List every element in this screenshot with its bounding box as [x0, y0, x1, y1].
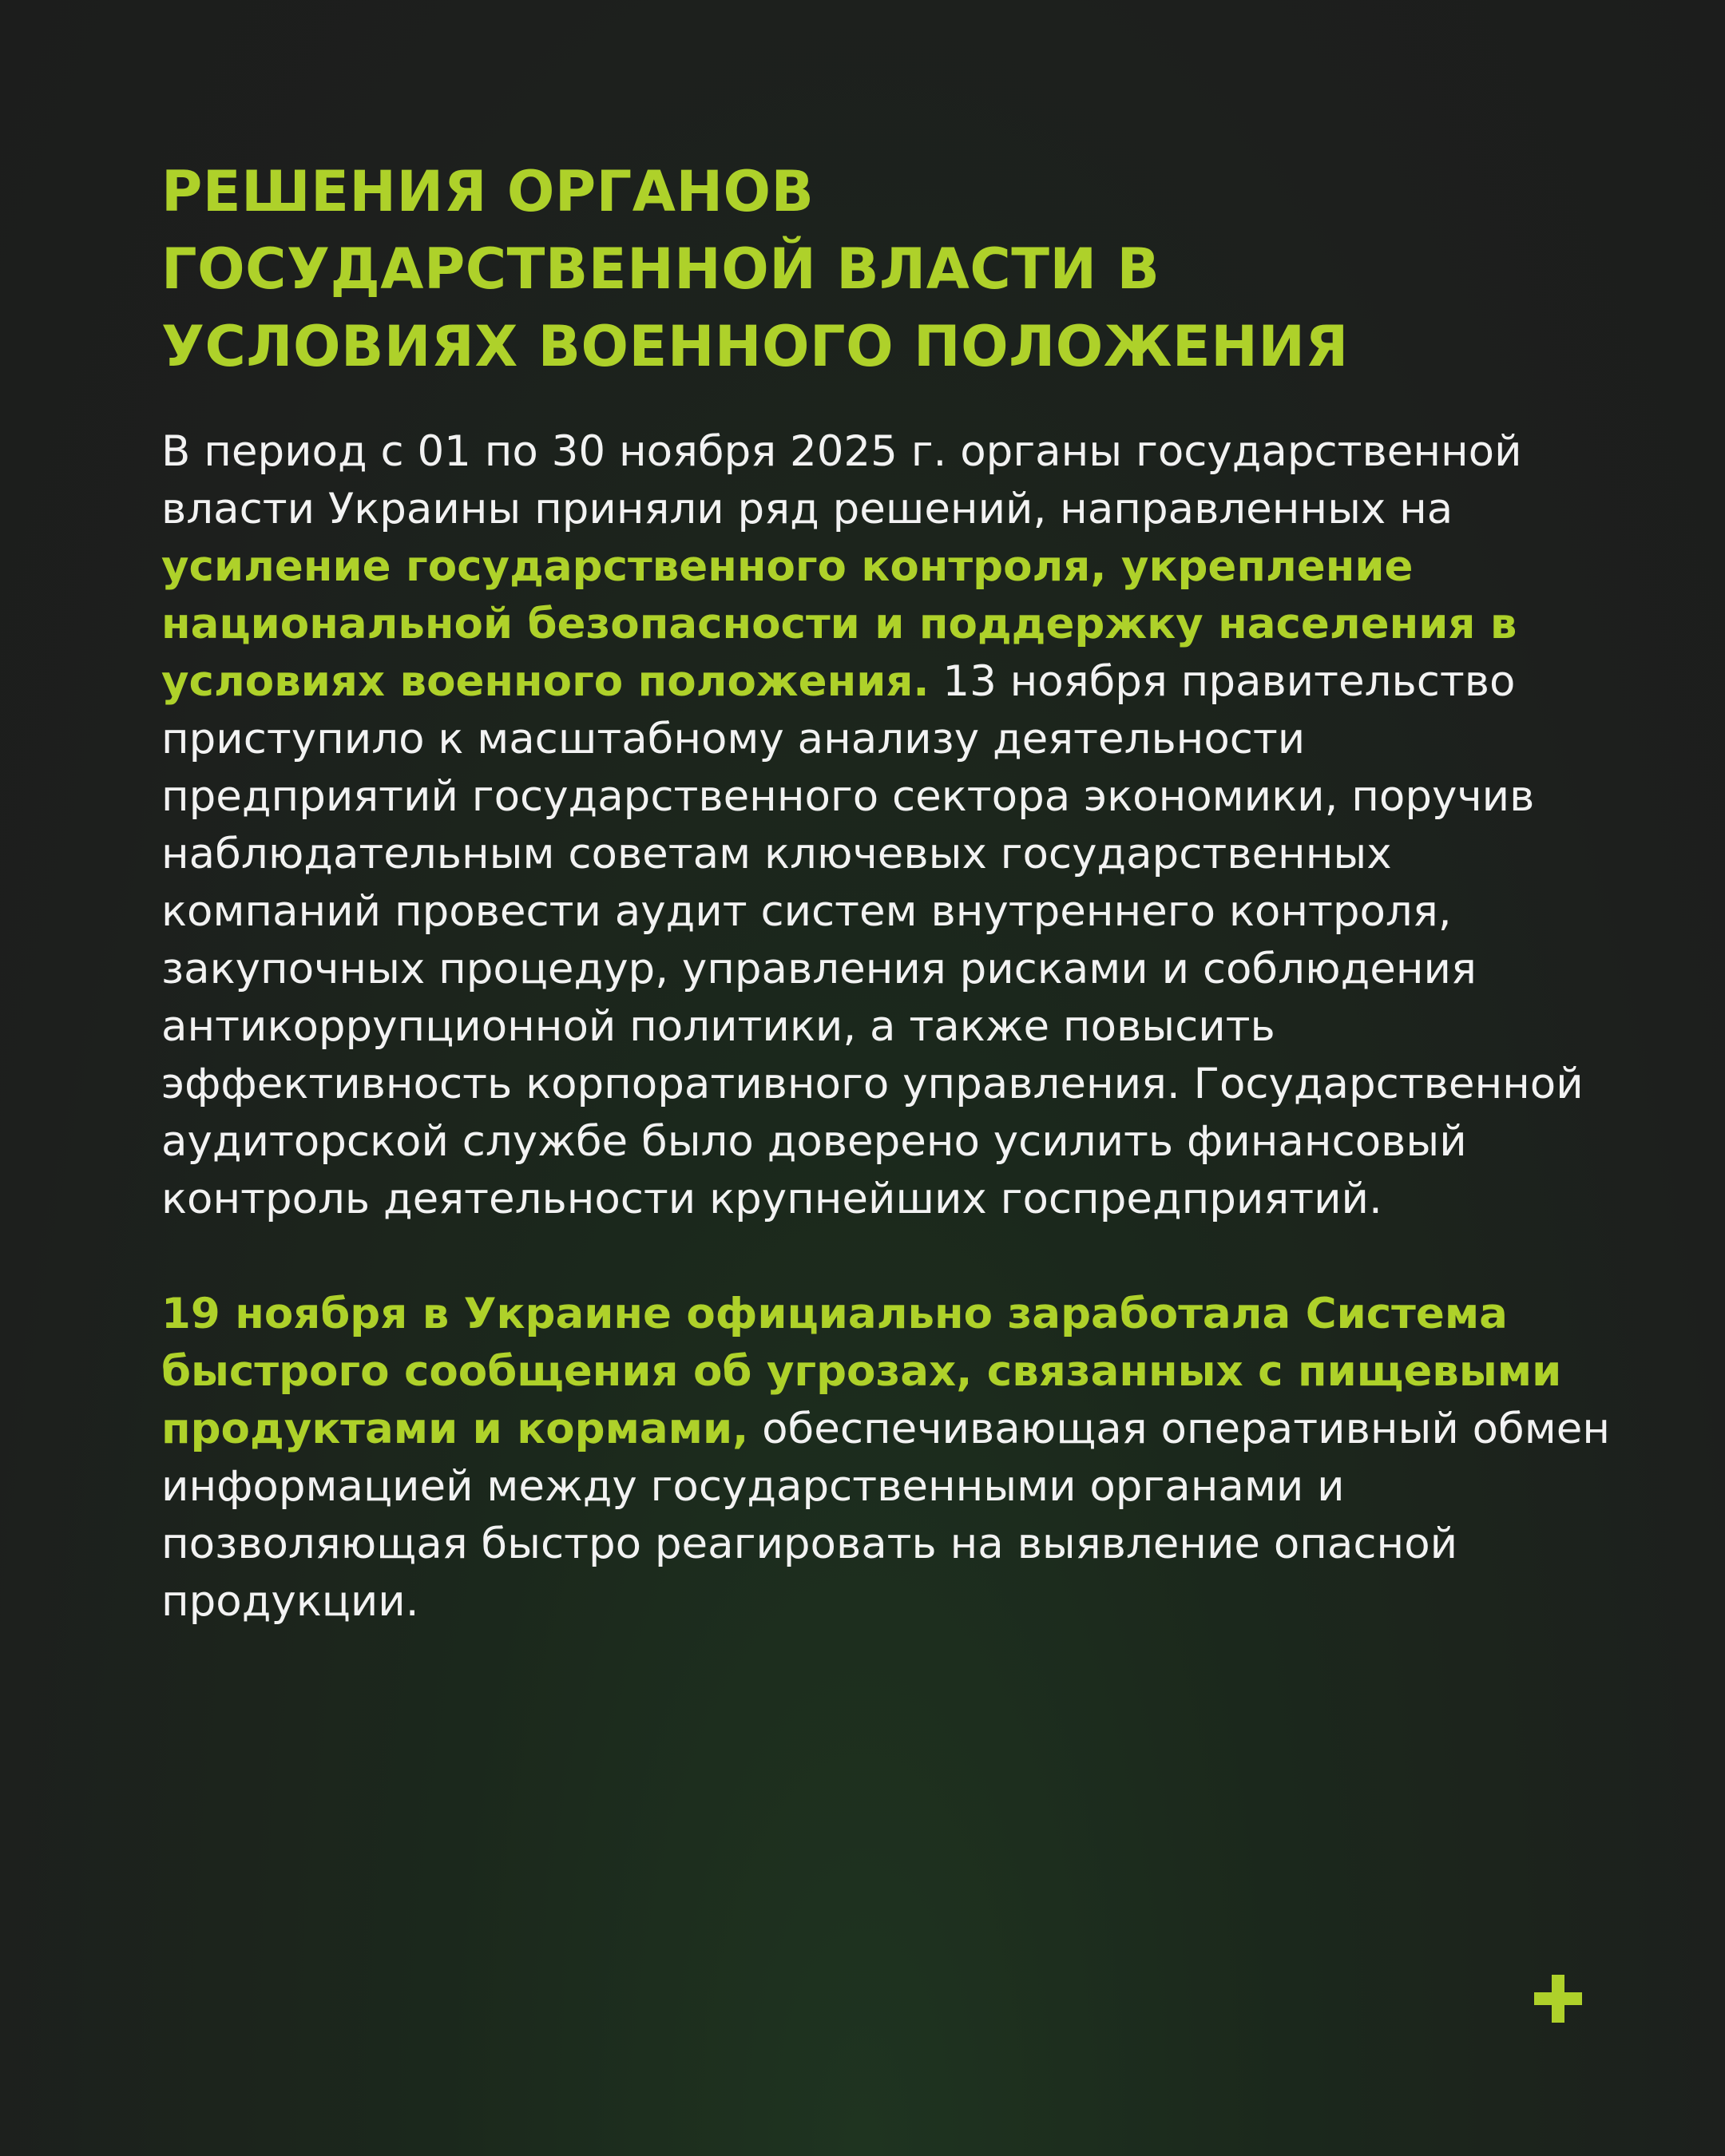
page-title [161, 153, 1647, 386]
paragraph-1-intro: В период с 01 по 30 ноября 2025 г. органы государственной власти Украины приняли ряд решений, направленных на [161, 427, 1522, 533]
paragraph-1 [161, 423, 1615, 1228]
title-line-1: РЕШЕНИЯ ОРГАНОВ [161, 159, 815, 224]
paragraph-2-highlight: 19 ноября в Украине официально заработала Система быстрого сообщения об угрозах, связанных с пищевыми продуктами и кормами, [161, 1290, 1562, 1453]
plus-icon [1534, 1975, 1582, 2023]
paragraph-2 [161, 1286, 1615, 1631]
article-body [161, 423, 1615, 1631]
paragraph-1-highlight: усиление государственного контроля, укрепление национальной безопасности и поддержку населения в условиях военного положения. [161, 542, 1517, 706]
title-line-2: ГОСУДАРСТВЕННОЙ ВЛАСТИ В [161, 236, 1160, 302]
paragraph-2-rest: обеспечивающая оперативный обмен информацией между государственными органами и позволяющая быстро реагировать на выявление опасной продукции. [161, 1405, 1610, 1626]
title-line-3: УСЛОВИЯХ ВОЕННОГО ПОЛОЖЕНИЯ [161, 314, 1349, 379]
paragraph-1-rest: 13 ноября правительство приступило к масштабному анализу деятельности предприятий государственного сектора экономики, поручив наблюдательным советам ключевых государственных компаний провести аудит систем внутреннего контроля, закупочных процедур, управления рисками и соблюдения антикоррупционной политики, а также повысить эффективность корпоративного управления. Государственной аудиторской службе было доверено усилить финансовый контроль деятельности крупнейших госпредприятий. [161, 657, 1584, 1223]
